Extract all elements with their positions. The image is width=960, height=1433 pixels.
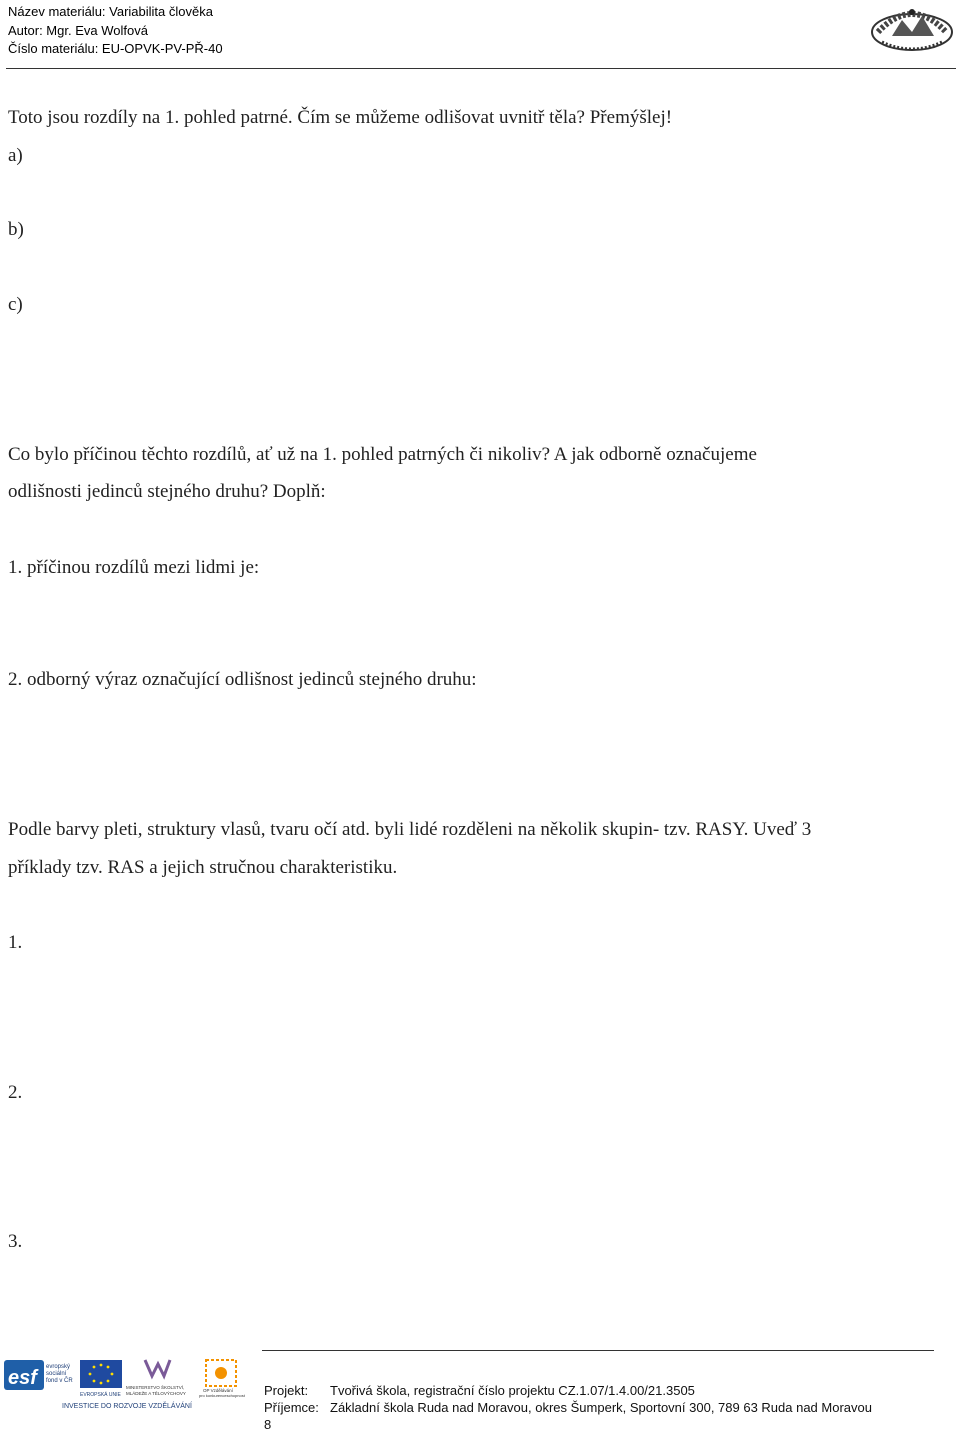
header-author: Autor: Mgr. Eva Wolfová <box>8 23 148 38</box>
svg-text:INVESTICE DO ROZVOJE VZDĚLÁVÁN: INVESTICE DO ROZVOJE VZDĚLÁVÁNÍ <box>62 1403 192 1410</box>
footer-divider <box>262 1350 934 1351</box>
svg-text:OP Vzdělávání: OP Vzdělávání <box>203 1388 233 1393</box>
esf-logo-icon <box>4 1360 73 1390</box>
school-logo-icon <box>868 2 956 54</box>
question-races-line1: Podle barvy pleti, struktury vlasů, tvaru očí atd. byli lidé rozděleni na několik skupin- tzv. RASY. Uveď 3 <box>8 819 812 840</box>
op-vk-logo-icon <box>199 1360 246 1398</box>
svg-text:evropský: evropský <box>46 1364 71 1370</box>
eu-funding-logos-icon <box>0 1356 250 1412</box>
fill-item-1: 1. příčinou rozdílů mezi lidmi je: <box>8 557 260 578</box>
svg-text:esf: esf <box>8 1367 37 1389</box>
race-item-3: 3. <box>8 1231 23 1252</box>
footer-project-value: Tvořivá škola, registrační číslo projektu CZ.1.07/1.4.00/21.3505 <box>330 1383 695 1398</box>
question-causes-line2: odlišnosti jedinců stejného druhu? Doplň: <box>8 481 326 502</box>
answer-b-label: b) <box>8 219 24 240</box>
header-divider <box>6 68 956 69</box>
svg-text:MINISTERSTVO ŠKOLSTVÍ,: MINISTERSTVO ŠKOLSTVÍ, <box>126 1385 185 1390</box>
page-number: 8 <box>264 1417 272 1432</box>
footer-recipient-value: Základní škola Ruda nad Moravou, okres Šumperk, Sportovní 300, 789 63 Ruda nad Moravou <box>330 1400 872 1415</box>
race-item-1: 1. <box>8 932 23 953</box>
svg-text:fond v ČR: fond v ČR <box>46 1378 73 1384</box>
footer-project-label: Projekt: <box>264 1383 309 1398</box>
answer-a-label: a) <box>8 145 23 166</box>
header-material-number: Číslo materiálu: EU-OPVK-PV-PŘ-40 <box>8 41 223 56</box>
question-inside-body: Toto jsou rozdíly na 1. pohled patrné. Čím se můžeme odlišovat uvnitř těla? Přemýšlej! <box>8 107 673 128</box>
svg-text:MLÁDEŽE A TĚLOVÝCHOVY: MLÁDEŽE A TĚLOVÝCHOVY <box>126 1391 186 1396</box>
svg-text:sociální: sociální <box>46 1371 67 1377</box>
race-item-2: 2. <box>8 1082 23 1103</box>
svg-text:pro konkurenceschopnost: pro konkurenceschopnost <box>199 1393 245 1398</box>
answer-c-label: c) <box>8 294 23 315</box>
msmt-logo-icon <box>126 1360 186 1396</box>
question-races-line2: příklady tzv. RAS a jejich stručnou charakteristiku. <box>8 857 398 878</box>
fill-item-2: 2. odborný výraz označující odlišnost jedinců stejného druhu: <box>8 669 477 690</box>
question-causes-line1: Co bylo příčinou těchto rozdílů, ať už na 1. pohled patrných či nikoliv? A jak odborně označujeme <box>8 444 757 465</box>
footer-recipient-label: Příjemce: <box>264 1400 319 1415</box>
header-title: Název materiálu: Variabilita člověka <box>8 4 213 19</box>
eu-flag-icon <box>80 1360 122 1398</box>
svg-text:EVROPSKÁ UNIE: EVROPSKÁ UNIE <box>80 1392 121 1398</box>
